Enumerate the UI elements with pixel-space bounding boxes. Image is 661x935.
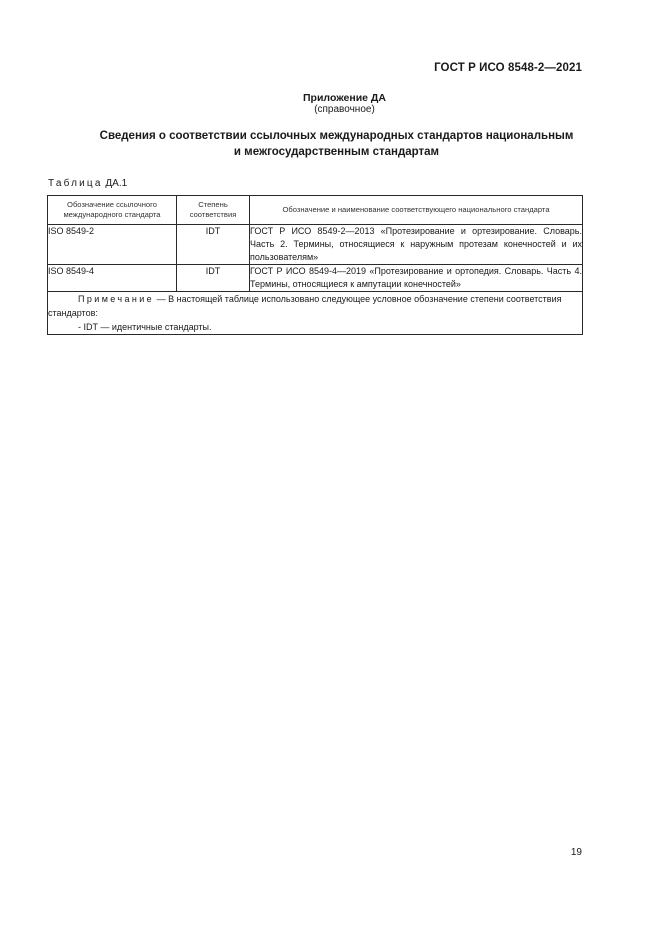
column-header-national-standard: Обозначение и наименование соответствующего национального стандарта (250, 196, 583, 225)
column-header-international-code: Обозначение ссылочного международного стандарта (48, 196, 177, 225)
table-caption (48, 178, 127, 189)
appendix-title: Приложение ДА (303, 92, 386, 104)
cell-national-standard: ГОСТ Р ИСО 8549-4—2019 «Протезирование и ортопедия. Словарь. Часть 4. Термины, относящиеся к ампутации конечностей» (250, 265, 583, 292)
table-caption-word: Таблица (48, 178, 103, 189)
cell-degree: IDT (177, 225, 250, 265)
document-code: ГОСТ Р ИСО 8548-2—2021 (434, 62, 582, 74)
cell-international-code: ISO 8549-4 (48, 265, 177, 292)
heading-line-2: и межгосударственным стандартам (233, 146, 440, 158)
note-list-item: - IDT — идентичные стандарты. (78, 322, 212, 332)
note-paragraph (48, 292, 582, 320)
note-label: Примечание (78, 294, 155, 304)
cell-degree: IDT (177, 265, 250, 292)
table-note-row (48, 292, 583, 335)
table-header-row (48, 196, 583, 225)
note-text: — В настоящей таблице использовано следующее условное обозначение степени соответствия стандартов: (48, 294, 562, 318)
column-header-degree: Степень соответствия (177, 196, 250, 225)
heading-line-1: Сведения о соответствии ссылочных международных стандартов национальным (99, 130, 574, 142)
appendix-subtitle: (справочное) (314, 104, 375, 115)
page-number: 19 (570, 847, 582, 858)
table-note (48, 292, 583, 335)
section-heading (0, 128, 661, 160)
table-row (48, 225, 583, 265)
table-caption-number: ДА.1 (105, 178, 128, 189)
cell-international-code: ISO 8549-2 (48, 225, 177, 265)
correspondence-table (47, 195, 583, 335)
table-row (48, 265, 583, 292)
cell-national-standard: ГОСТ Р ИСО 8549-2—2013 «Протезирование и ортезирование. Словарь. Часть 2. Термины, относящиеся к наружным протезам конечностей и их пользователям» (250, 225, 583, 265)
